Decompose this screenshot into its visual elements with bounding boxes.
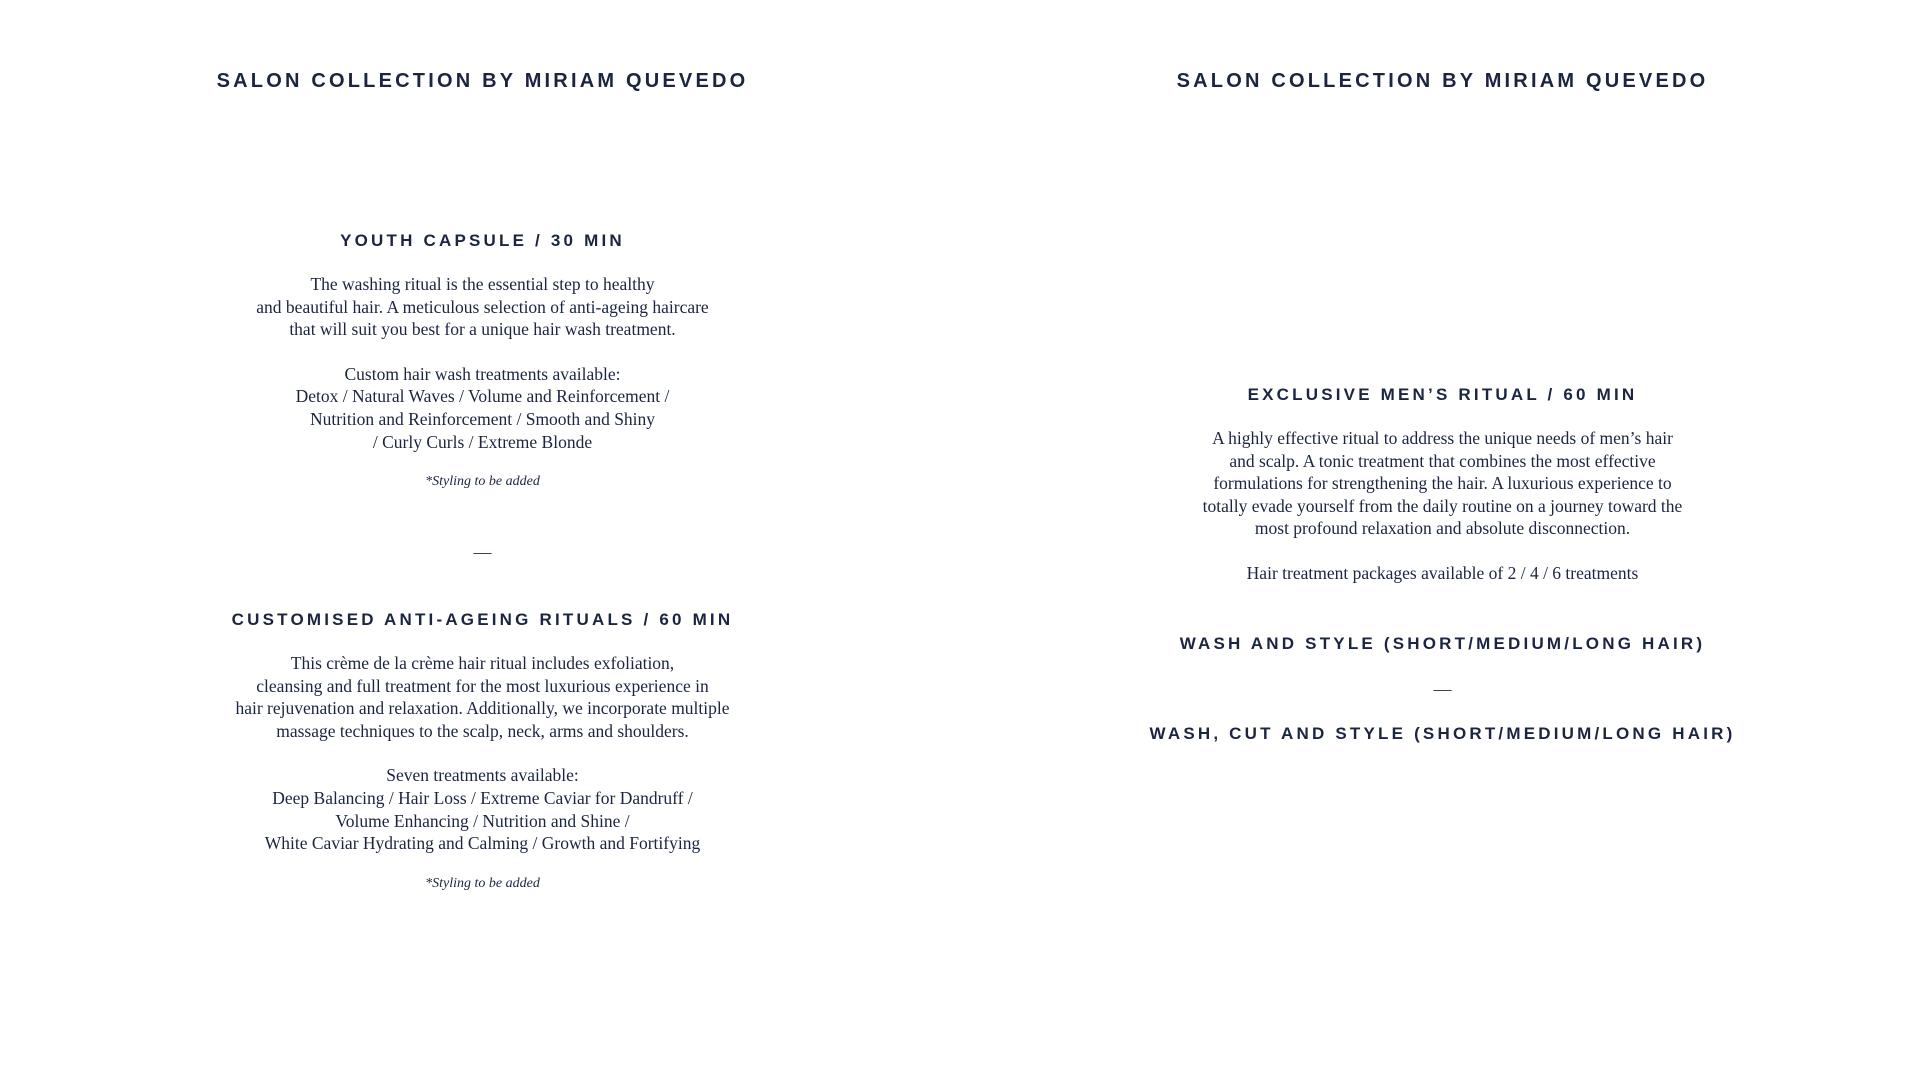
wash-and-style-title: WASH AND STYLE (SHORT/MEDIUM/LONG HAIR)	[1179, 634, 1706, 653]
section-title: CUSTOMISED ANTI-AGEING RITUALS / 60 MIN	[231, 610, 734, 629]
mens-ritual-section	[965, 384, 1920, 585]
section-title: YOUTH CAPSULE / 30 MIN	[340, 231, 625, 250]
text-line: White Caviar Hydrating and Calming / Growth and Fortifying	[264, 833, 701, 854]
section-description	[0, 273, 965, 341]
right-page	[965, 0, 1920, 1080]
text-line: The washing ritual is the essential step to healthy	[310, 274, 655, 294]
section-description	[965, 427, 1920, 540]
brand-header: SALON COLLECTION BY MIRIAM QUEVEDO	[1176, 70, 1709, 92]
packages-text	[965, 562, 1920, 585]
styling-note: *Styling to be added	[425, 474, 540, 490]
treatment-options	[0, 764, 965, 854]
text-line: cleansing and full treatment for the most luxurious experience in	[256, 675, 709, 696]
section-description	[0, 652, 965, 742]
section-divider: —	[1433, 679, 1452, 699]
brand-header: SALON COLLECTION BY MIRIAM QUEVEDO	[216, 70, 749, 92]
text-line: Nutrition and Reinforcement / Smooth and Shiny	[309, 408, 656, 429]
text-line: Custom hair wash treatments available:	[344, 363, 621, 384]
text-line: massage techniques to the scalp, neck, arms and shoulders.	[276, 720, 689, 741]
text-line: Seven treatments available:	[386, 765, 579, 786]
youth-capsule-section	[0, 230, 965, 491]
anti-ageing-section	[0, 609, 965, 893]
text-line: totally evade yourself from the daily routine on a journey toward the	[1202, 495, 1683, 516]
section-title: EXCLUSIVE MEN’S RITUAL / 60 MIN	[1247, 385, 1638, 404]
text-line: that will suit you best for a unique hair wash treatment.	[289, 319, 676, 340]
wash-cut-and-style-title: WASH, CUT AND STYLE (SHORT/MEDIUM/LONG HAIR)	[1149, 724, 1736, 743]
text-line: most profound relaxation and absolute disconnection.	[1254, 518, 1631, 539]
section-divider: —	[473, 542, 492, 562]
text-line: and beautiful hair. A meticulous selection of anti-ageing haircare	[256, 296, 709, 317]
text-line: formulations for strengthening the hair. A luxurious experience to	[1213, 473, 1672, 494]
text-line: / Curly Curls / Extreme Blonde	[372, 431, 593, 452]
treatment-options	[0, 363, 965, 453]
text-line: A highly effective ritual to address the unique needs of men’s hair	[1212, 428, 1673, 448]
text-line: and scalp. A tonic treatment that combines the most effective	[1229, 450, 1656, 471]
styling-note: *Styling to be added	[425, 875, 540, 891]
text-line: Detox / Natural Waves / Volume and Reinforcement /	[295, 386, 670, 407]
text-line: Deep Balancing / Hair Loss / Extreme Caviar for Dandruff /	[272, 787, 693, 808]
text-line: Volume Enhancing / Nutrition and Shine /	[335, 810, 630, 831]
text-line: hair rejuvenation and relaxation. Additionally, we incorporate multiple	[235, 698, 730, 719]
text-line: This crème de la crème hair ritual includes exfoliation,	[290, 653, 675, 673]
text-line: Hair treatment packages available of 2 / 4 / 6 treatments	[1246, 562, 1639, 583]
